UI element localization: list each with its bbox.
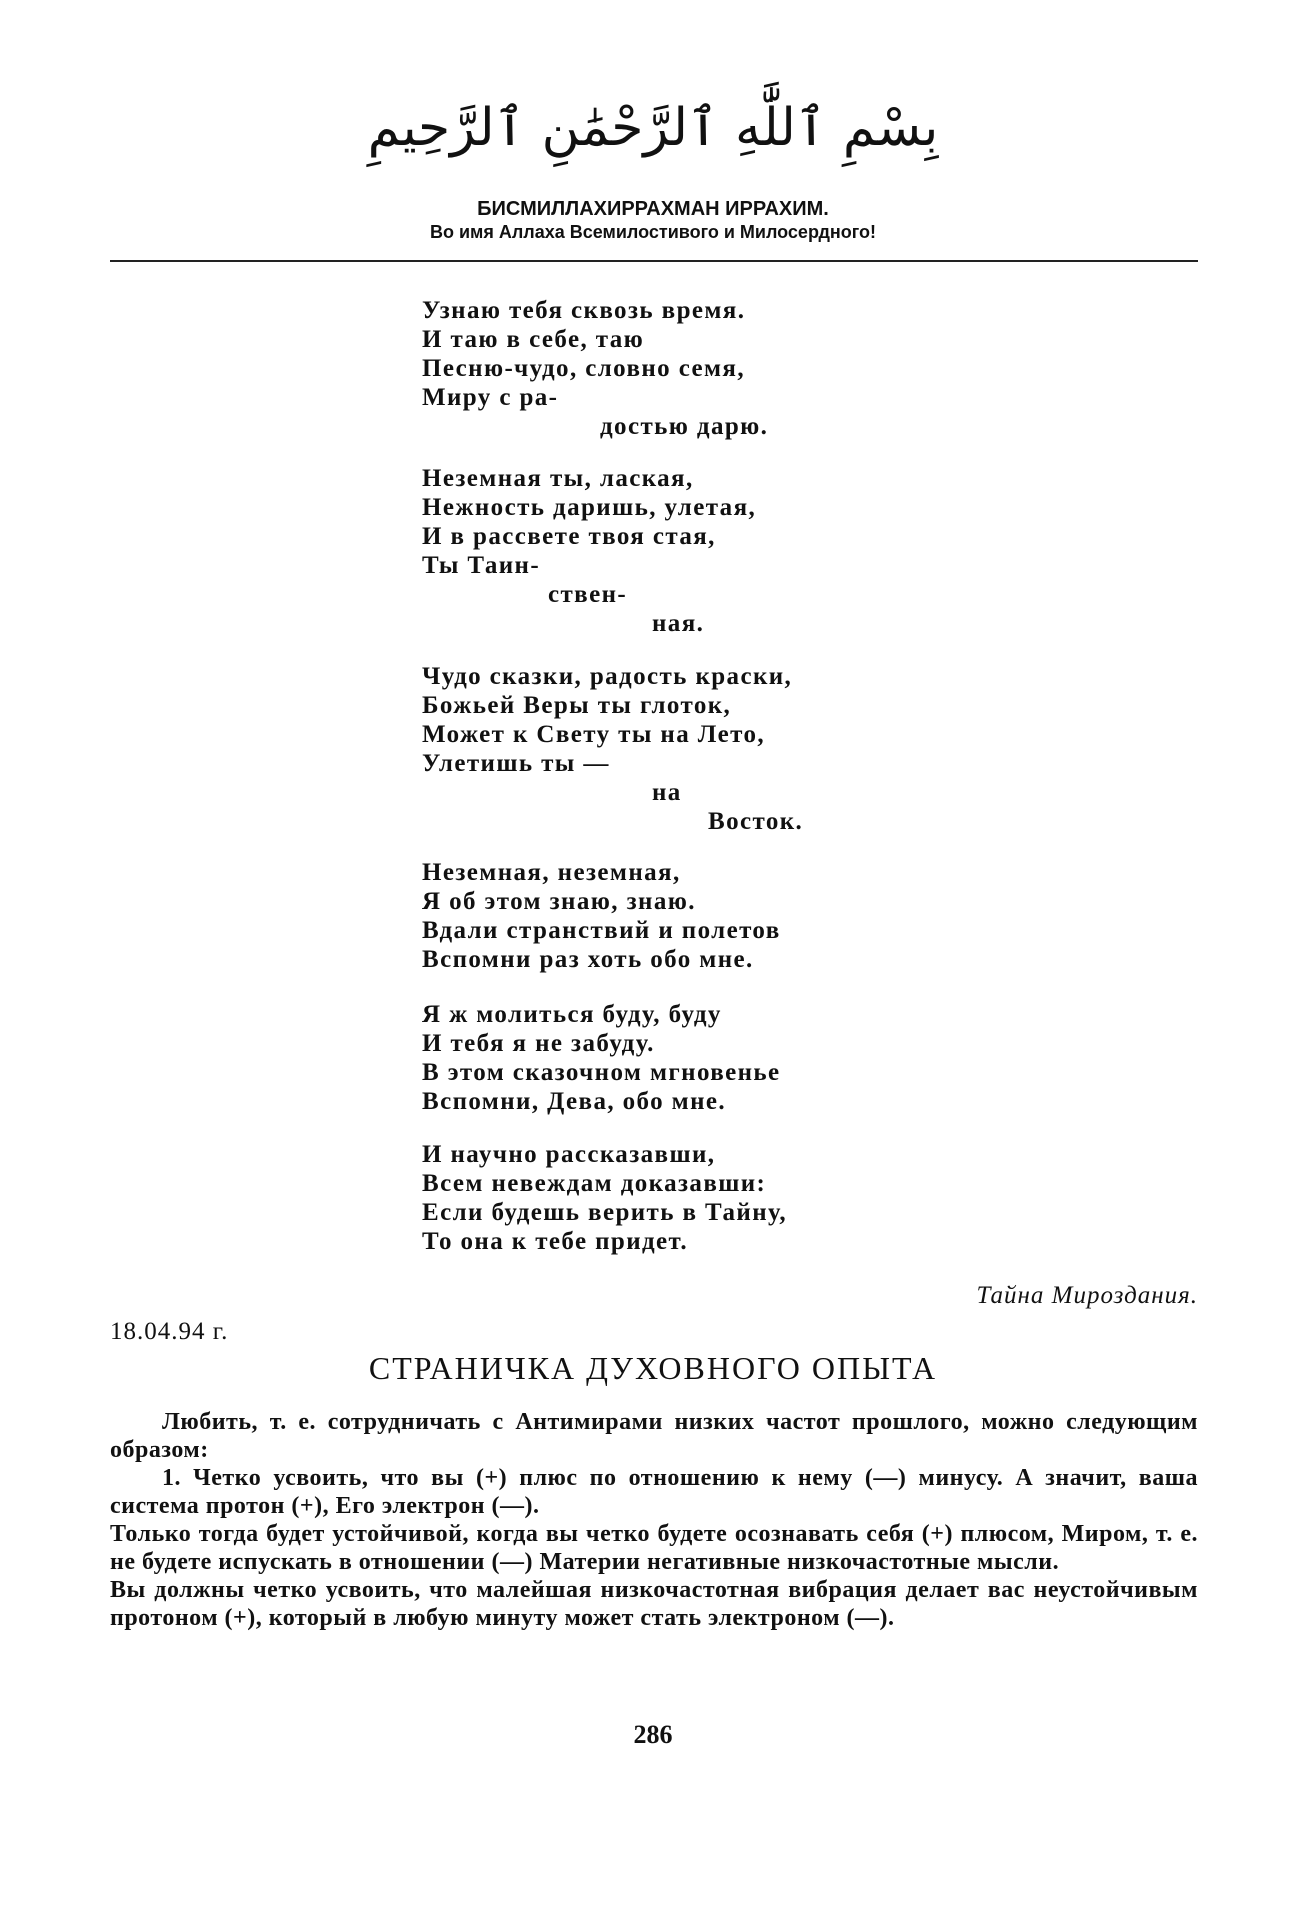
bismillah-translation: Во имя Аллаха Всемилостивого и Милосердного! [429, 222, 877, 242]
poem-line: И научно рассказавши, [422, 1141, 716, 1168]
poem-line: Нежность даришь, улетая, [422, 494, 757, 521]
poem-line: Всем невеждам доказавши: [422, 1170, 767, 1197]
poem-line: ствен- [548, 581, 628, 608]
header-divider [110, 260, 1198, 262]
poem-line: Вспомни раз хоть обо мне. [422, 946, 754, 973]
poem-line: Если будешь верить в Тайну, [422, 1199, 788, 1226]
poem-line: Вдали странствий и полетов [422, 917, 781, 944]
poem-line: ная. [652, 610, 705, 637]
poem-line: Божьей Веры ты глоток, [422, 692, 732, 719]
poem-line: Вспомни, Дева, обо мне. [422, 1088, 727, 1115]
bismillah-transliteration: БИСМИЛЛАХИРРАХМАН ИРРАХИМ. [477, 198, 829, 220]
poem-line: И тебя я не забуду. [422, 1030, 655, 1057]
poem-line: Неземная, неземная, [422, 859, 681, 886]
poem-signature: Тайна Мироздания. [976, 1282, 1198, 1309]
poem-line: И в рассвете твоя стая, [422, 523, 716, 550]
date: 18.04.94 г. [110, 1318, 229, 1345]
poem-line: Я ж молиться буду, буду [422, 1001, 722, 1028]
poem-line: Улетишь ты — [422, 750, 610, 777]
poem-line: на [652, 779, 682, 806]
section-heading: СТРАНИЧКА ДУХОВНОГО ОПЫТА [368, 1350, 938, 1386]
poem-line: И таю в себе, таю [422, 326, 645, 353]
poem-line: Я об этом знаю, знаю. [422, 888, 696, 915]
poem-line: Чудо сказки, радость краски, [422, 663, 793, 690]
poem-line: Песню-чудо, словно семя, [422, 355, 746, 382]
paragraph: Вы должны четко усвоить, что малейшая низкочастотная вибрация делает вас неустойчивым протоном (+), который в любую минуту может стать электроном (—). [110, 1577, 1198, 1631]
prose-body [110, 1408, 1198, 1632]
paragraph: 1. Четко усвоить, что вы (+) плюс по отношению к нему (—) минусу. А значит, ваша система протон (+), Его электрон (—). [110, 1465, 1198, 1519]
poem-line: Восток. [708, 808, 804, 835]
paragraph: Любить, т. е. сотрудничать с Антимирами низких частот прошлого, можно следующим образом: [110, 1409, 1198, 1463]
poem-line: Ты Таин- [422, 552, 541, 579]
poem-line: То она к тебе придет. [422, 1228, 689, 1255]
poem-line: Может к Свету ты на Лето, [422, 721, 766, 748]
poem-line: достью дарю. [600, 413, 769, 440]
poem-line: Миру с ра- [422, 384, 559, 411]
paragraph: Только тогда будет устойчивой, когда вы четко будете осознавать себя (+) плюсом, Миром, т. е. не будете испускать в отношении (—) Материи негативные низкочастотные мысли. [110, 1521, 1198, 1575]
bismillah-calligraphy: بِسْمِ ٱللَّٰهِ ٱلرَّحْمَٰنِ ٱلرَّحِيمِ [367, 98, 939, 158]
poem-line: Узнаю тебя сквозь время. [422, 297, 746, 324]
page-number: 286 [633, 1720, 673, 1749]
poem-line: В этом сказочном мгновенье [422, 1059, 781, 1086]
poem-line: Неземная ты, лаская, [422, 465, 694, 492]
